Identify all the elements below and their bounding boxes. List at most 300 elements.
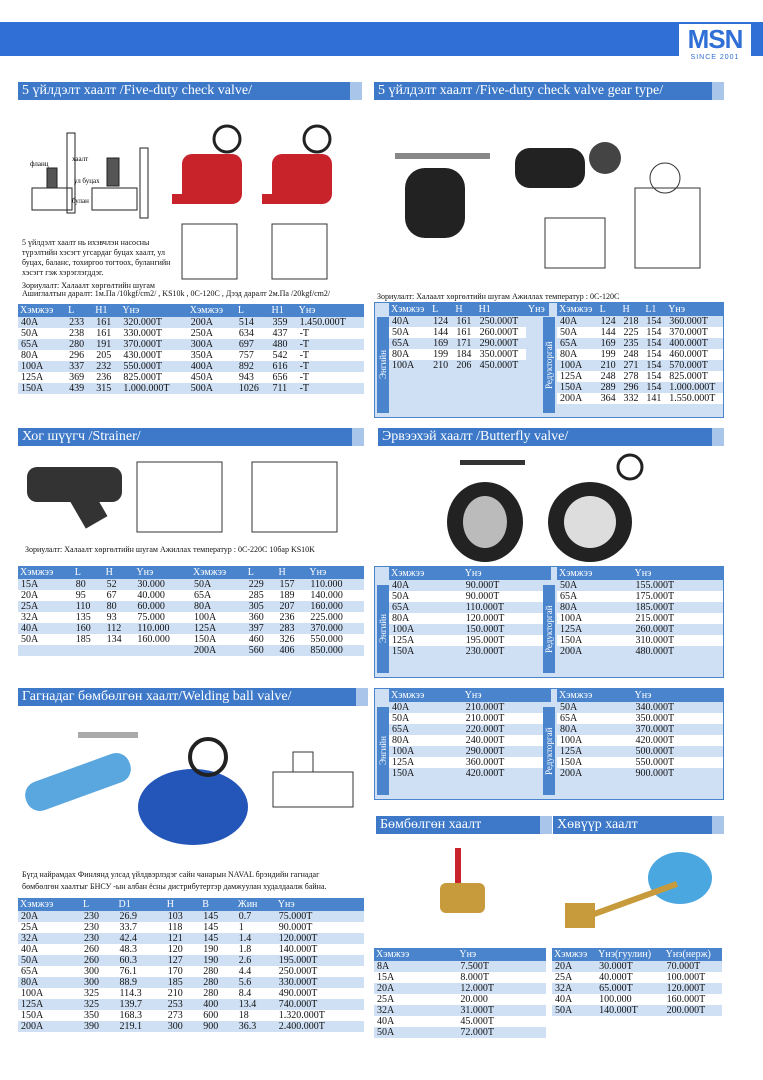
table-cell: 118 (165, 922, 201, 933)
table-cell: 370.000Т (123, 339, 162, 350)
table-row (389, 646, 551, 657)
table-cell: 235 (623, 338, 639, 349)
table-cell: 290.000Т (465, 746, 505, 757)
table-cell: 240.000Т (463, 735, 551, 746)
table-cell: 656 (269, 372, 296, 383)
table-cell: 125A (560, 746, 583, 757)
table-cell: 145 (203, 911, 219, 922)
table-row (557, 591, 723, 602)
table-cell: 283 (279, 623, 295, 634)
table-cell: 370.000 (310, 623, 343, 634)
table-cell: 195.000Т (463, 635, 551, 646)
table-cell: 100A (557, 735, 633, 746)
table-row (389, 635, 551, 646)
table-cell: 134 (104, 634, 135, 645)
strainer-spec: Зориулалт: Халаалт хөргөлтийн шугам Ажиллах температур : 0С-220С 10бар KS10K (25, 545, 315, 554)
table-row (374, 972, 546, 983)
table-cell: 350.000Т (633, 713, 723, 724)
column-header: Хэмжээ (191, 566, 246, 579)
table-cell: 184 (453, 349, 476, 360)
column-header: L (598, 303, 621, 316)
table-cell: 210.000Т (465, 702, 505, 713)
table-row (389, 624, 551, 635)
butterfly-table-reducer (557, 567, 723, 657)
table-cell: 40A (21, 623, 39, 634)
table-cell: 360 (246, 612, 277, 623)
table-cell: 75.000 (134, 612, 191, 623)
table-cell: 100A (557, 613, 633, 624)
column-header: Үнэ (463, 689, 551, 702)
diagram-label-return: ул буцах (74, 177, 100, 185)
table-cell: 230 (84, 933, 99, 944)
table-cell: 120.000Т (463, 613, 551, 624)
table-cell: 273 (165, 1010, 201, 1021)
table-cell: 305 (248, 601, 264, 612)
column-header: Үнэ (526, 303, 549, 316)
table-row (389, 591, 551, 602)
table-cell: 100A (560, 360, 583, 371)
table-row (389, 713, 551, 724)
table-row (18, 612, 364, 623)
top-banner (0, 22, 763, 61)
table-cell: 169 (433, 338, 449, 349)
five-duty-spec2: Ашиглалтын даралт: 1м.Па /10kgf/cm2/ , KS10k , 0С-120С , Дээд даралт 2м.Па /20kgf/cm2/ (22, 289, 331, 298)
table-cell: 75.000Т (278, 911, 313, 922)
welding-title: Гагнадаг бөмбөлгөн хаалт/Welding ball valve/ (18, 688, 368, 706)
table-cell: 100A (392, 746, 415, 757)
table-cell: 31.000Т (460, 1005, 494, 1016)
table-row (18, 350, 364, 361)
table-cell: 210 (165, 988, 201, 999)
table-row (18, 328, 364, 339)
table-cell (134, 645, 191, 656)
table-cell: 169 (600, 338, 616, 349)
table-cell: 189 (277, 590, 308, 601)
table-row (557, 382, 723, 393)
column-header: Үнэ (276, 898, 364, 911)
table-row (374, 1016, 546, 1027)
table-row (18, 944, 364, 955)
table-cell: 125A (18, 372, 66, 383)
table-cell: 65A (18, 966, 81, 977)
table-cell: 125A (557, 371, 598, 382)
table-cell: 114.3 (117, 988, 165, 999)
table-cell: 70.000Т (666, 961, 701, 972)
table-cell: 124 (433, 316, 449, 327)
table-row (557, 735, 723, 746)
table-cell: 330.000Т (120, 328, 187, 339)
table-cell: 157 (279, 579, 295, 590)
column-header: Хэмжээ (18, 304, 66, 317)
table-row (557, 580, 723, 591)
table-cell: 200A (560, 646, 583, 657)
table-cell: 30.000Т (599, 961, 633, 972)
float-photo (560, 838, 720, 943)
table-cell: 30.000 (137, 579, 165, 590)
table-cell: 25A (374, 994, 457, 1005)
table-cell: -Т (297, 372, 364, 383)
table-cell: 95 (73, 590, 104, 601)
table-cell: 542 (269, 350, 296, 361)
table-cell: 260.000Т (477, 327, 526, 338)
table-cell: 280 (69, 339, 85, 350)
table-cell: 154 (646, 338, 662, 349)
table-cell: 40A (560, 316, 578, 327)
column-header: Хэмжээ (557, 567, 633, 580)
table-cell: 50A (18, 328, 66, 339)
table-row (374, 1027, 546, 1038)
table-cell: 233 (69, 317, 85, 328)
table-cell: 225 (620, 327, 643, 338)
table-row (18, 645, 364, 656)
table-row (18, 339, 364, 350)
table-cell: 5.6 (238, 977, 252, 988)
column-header: Хэмжээ (188, 304, 236, 317)
table-row (557, 393, 723, 404)
table-cell: 160.000 (310, 601, 343, 612)
table-cell: 285 (246, 590, 277, 601)
table-cell: 32A (21, 933, 39, 944)
table-cell: 185 (167, 977, 183, 988)
table-row (374, 1005, 546, 1016)
column-header: D1 (117, 898, 165, 911)
table-cell: 330.000Т (278, 977, 318, 988)
table-cell: 2.400.000Т (278, 1021, 325, 1032)
table-cell: 439 (69, 383, 85, 394)
table-cell: 320.000Т (123, 317, 162, 328)
table-cell: 100A (392, 624, 415, 635)
table-cell: 161 (456, 316, 472, 327)
table-cell: 850.000 (310, 645, 343, 656)
table-cell: 26.9 (119, 911, 138, 922)
table-cell: 199 (598, 349, 621, 360)
ball-photo (420, 838, 520, 943)
table-cell: 32A (377, 1005, 395, 1016)
gear-spec: Зориулалт: Халаалт хөргөлтийн шугам Ажиллах температур : 0С-120С (377, 292, 620, 301)
table-cell: 943 (236, 372, 270, 383)
table-cell: 100.000 (596, 994, 663, 1005)
table-cell: 90.000Т (276, 922, 364, 933)
table-cell: 397 (248, 623, 264, 634)
table-cell: 100.000Т (664, 972, 722, 983)
table-row (389, 757, 551, 768)
table-cell: 1.8 (236, 944, 276, 955)
table-cell: 260 (81, 944, 117, 955)
table-row (557, 768, 723, 779)
table-cell: 40A (18, 944, 81, 955)
table-cell: 32A (555, 983, 573, 994)
table-cell: 93 (104, 612, 135, 623)
table-cell: 20A (377, 983, 395, 994)
column-header: Хэмжээ (389, 567, 463, 580)
table-cell: 560 (248, 645, 264, 656)
table-cell: 570.000Т (669, 360, 708, 371)
column-header: Хэмжээ (389, 303, 430, 316)
column-header: H (277, 566, 308, 579)
table-row (18, 999, 364, 1010)
table-row (18, 601, 364, 612)
table-cell: 76.1 (117, 966, 165, 977)
table-cell: 430.000Т (120, 350, 187, 361)
table-cell: 207 (279, 601, 295, 612)
table-cell: 250A (188, 328, 236, 339)
table-cell: 195.000Т (278, 955, 318, 966)
table-cell: 230 (84, 911, 99, 922)
table-cell: 190 (200, 944, 236, 955)
table-cell: 80 (75, 579, 86, 590)
table-cell: 7.500Т (460, 961, 489, 972)
table-cell: 65A (191, 590, 246, 601)
table-cell: 40A (21, 317, 39, 328)
strainer-title: Хог шүүгч /Strainer/ (18, 428, 364, 446)
table-cell: -Т (299, 361, 310, 372)
table-cell: 206 (456, 360, 472, 371)
five-duty-photos (172, 124, 357, 294)
table-row (552, 1005, 722, 1016)
column-header: Үнэ (463, 567, 551, 580)
table-cell: 280 (203, 977, 219, 988)
table-cell: 18 (236, 1010, 276, 1021)
table-row (18, 383, 364, 394)
table-row (557, 371, 723, 382)
table-cell: 420.000Т (465, 768, 505, 779)
table-row (557, 602, 723, 613)
column-header: H (453, 303, 476, 316)
gear-table-reducer (557, 303, 723, 404)
table-cell: 900.000Т (635, 768, 675, 779)
column-header: L1 (643, 303, 666, 316)
table-cell: 490.000Т (276, 988, 364, 999)
table-cell: 218 (623, 316, 639, 327)
table-cell: 168.3 (117, 1010, 165, 1021)
table-cell: 460.000Т (666, 349, 723, 360)
table-row (18, 590, 364, 601)
table-row (557, 757, 723, 768)
butterfly-table-box-1 (374, 566, 724, 678)
column-header: L (81, 898, 117, 911)
table-cell: 20A (21, 911, 39, 922)
table-cell: 1.4 (238, 933, 252, 944)
table-cell: 2.6 (238, 955, 252, 966)
table-cell: 236 (93, 372, 120, 383)
table-cell: 200A (190, 317, 213, 328)
butterfly-side-simple-2: Энгийн (377, 707, 389, 795)
table-row (389, 613, 551, 624)
table-cell: 400.000Т (669, 338, 708, 349)
table-cell: 190 (203, 955, 219, 966)
table-cell: 100A (392, 360, 415, 371)
table-cell: 340.000Т (635, 702, 675, 713)
table-cell: 364 (598, 393, 621, 404)
table-cell: 248 (598, 371, 621, 382)
gear-table-simple (389, 303, 549, 371)
table-row (552, 972, 722, 983)
diagram-label-corner: булан (72, 197, 89, 205)
table-cell: 50A (389, 713, 463, 724)
table-cell: 350A (188, 350, 236, 361)
table-cell: 25A (21, 601, 39, 612)
table-cell: 350 (81, 1010, 117, 1021)
column-header: L (430, 303, 453, 316)
table-cell: 154 (646, 360, 662, 371)
table-row (18, 317, 364, 328)
table-cell: -Т (299, 383, 310, 394)
welding-desc2: бөмбөлгөн хаалтыг БНСУ -ын албан ёсны дистрибутертэр дамжуулан худалдаалж байна. (22, 882, 327, 891)
table-cell: 90.000Т (463, 591, 551, 602)
table-cell: 154 (646, 316, 662, 327)
table-cell: 500.000Т (635, 746, 675, 757)
table-cell: -Т (297, 328, 364, 339)
table-cell: 460 (246, 634, 277, 645)
table-cell: 271 (623, 360, 639, 371)
table-cell: 40A (392, 702, 410, 713)
table-cell: 238 (66, 328, 93, 339)
table-cell: 20A (18, 590, 73, 601)
table-cell: 80A (21, 977, 39, 988)
table-cell: 200A (560, 768, 583, 779)
table-cell: 1.320.000Т (276, 1010, 364, 1021)
table-cell: 185.000Т (635, 602, 675, 613)
butterfly-side-reducer: Редукторгай (543, 585, 555, 673)
table-cell: 150.000Т (465, 624, 505, 635)
table-row (389, 746, 551, 757)
table-cell: 205 (93, 350, 120, 361)
butterfly-table-simple-2 (389, 689, 551, 779)
table-cell: 406 (279, 645, 295, 656)
table-cell: 400 (203, 999, 219, 1010)
table-cell: 210.000Т (463, 713, 551, 724)
table-cell: 290.000Т (479, 338, 519, 349)
table-row (374, 983, 546, 994)
table-cell: 150A (392, 768, 415, 779)
table-cell (18, 645, 73, 656)
table-cell: 15A (374, 972, 457, 983)
column-header: Үнэ (633, 567, 723, 580)
table-cell: 45.000Т (457, 1016, 546, 1027)
gear-table-box (374, 302, 724, 418)
table-row (389, 316, 549, 327)
table-cell: 230 (81, 922, 117, 933)
column-header: H1 (93, 304, 120, 317)
table-row (18, 634, 364, 645)
column-header: H (165, 898, 201, 911)
table-cell: 65A (392, 338, 410, 349)
table-row (389, 327, 549, 338)
table-row (389, 768, 551, 779)
table-cell: 40.000Т (596, 972, 663, 983)
table-row (389, 724, 551, 735)
table-cell: 90.000Т (465, 580, 500, 591)
table-cell: 150A (560, 382, 583, 393)
table-cell: 48.3 (117, 944, 165, 955)
table-cell: 100A (21, 361, 44, 372)
table-cell: 260.000Т (635, 624, 675, 635)
table-row (389, 702, 551, 713)
column-header: Үнэ (457, 948, 546, 961)
table-cell: 42.4 (119, 933, 138, 944)
table-cell: 125A (389, 757, 463, 768)
table-cell: 296 (623, 382, 639, 393)
table-row (18, 1021, 364, 1032)
table-cell: 8.000Т (457, 972, 546, 983)
table-cell: 60.000 (137, 601, 165, 612)
table-row (557, 349, 723, 360)
table-cell: 232 (96, 361, 112, 372)
table-row (552, 983, 722, 994)
five-duty-table (18, 304, 364, 394)
table-cell: 230.000Т (465, 646, 505, 657)
column-header: Үнэ (297, 304, 364, 317)
table-row (18, 361, 364, 372)
table-cell: 200A (557, 393, 598, 404)
table-cell: 248 (620, 349, 643, 360)
table-cell: 161 (96, 317, 112, 328)
table-row (389, 602, 551, 613)
table-row (374, 961, 546, 972)
table-cell: 144 (430, 327, 453, 338)
table-row (18, 955, 364, 966)
table-cell: 65A (21, 339, 39, 350)
table-cell: 325 (81, 988, 117, 999)
table-cell: 160 (75, 623, 91, 634)
column-header: L (246, 566, 277, 579)
table-cell: 1026 (238, 383, 259, 394)
column-header: Үнэ (120, 304, 187, 317)
table-cell: 600 (200, 1010, 236, 1021)
welding-table (18, 898, 364, 1032)
table-cell: 80A (193, 601, 212, 612)
table-cell: 125A (389, 635, 463, 646)
table-cell: 33.7 (117, 922, 165, 933)
table-cell: 740.000Т (278, 999, 318, 1010)
table-row (18, 623, 364, 634)
table-cell: 150A (392, 646, 415, 657)
table-cell: 65A (392, 602, 410, 613)
table-cell: 253 (167, 999, 183, 1010)
table-cell: 250.000Т (479, 316, 519, 327)
table-cell: 32A (18, 612, 73, 623)
table-cell: 65A (557, 713, 633, 724)
table-cell: 50A (560, 580, 578, 591)
table-cell: 127 (167, 955, 183, 966)
column-header: Хэмжээ (18, 566, 73, 579)
table-row (557, 624, 723, 635)
table-cell: 145 (200, 922, 236, 933)
logo-since: SINCE 2001 (690, 54, 740, 61)
butterfly-title: Эрвээхэй хаалт /Butterfly valve/ (378, 428, 724, 446)
butterfly-side-reducer-2: Редукторгай (543, 707, 555, 795)
table-row (557, 646, 723, 657)
column-header: Хэмжээ (557, 303, 598, 316)
table-cell: 634 (236, 328, 270, 339)
table-cell: 480.000Т (635, 646, 675, 657)
table-cell: 892 (238, 361, 254, 372)
column-header: L (73, 566, 104, 579)
table-cell: 697 (238, 339, 254, 350)
table-cell: 229 (248, 579, 264, 590)
table-cell: 0.7 (238, 911, 252, 922)
table-cell: 50A (389, 591, 463, 602)
table-cell: 450A (188, 372, 236, 383)
table-row (557, 338, 723, 349)
table-row (18, 579, 364, 590)
table-cell: 120.000Т (278, 933, 318, 944)
table-cell: 140.000Т (276, 944, 364, 955)
table-cell: 20A (555, 961, 573, 972)
table-cell: 50A (555, 1005, 573, 1016)
table-cell: 150A (18, 1010, 81, 1021)
table-cell: 125A (21, 999, 44, 1010)
